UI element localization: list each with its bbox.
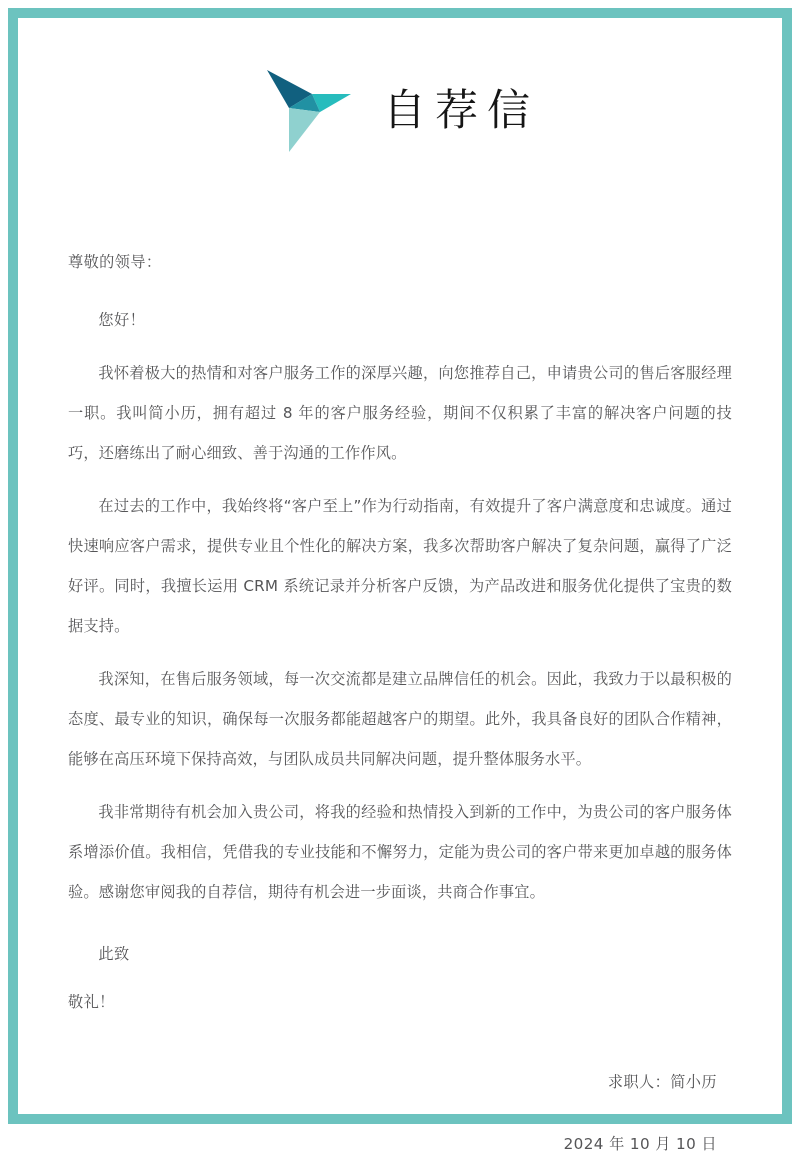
- salutation: 尊敬的领导：: [68, 253, 162, 271]
- letter-body: [18, 242, 782, 1164]
- signature-block: [68, 1062, 732, 1164]
- greeting: 您好！: [98, 311, 146, 329]
- paragraph-3: 我深知，在售后服务领域，每一次交流都是建立品牌信任的机会。因此，我致力于以最积极的态度、最专业的知识，确保每一次服务都能超越客户的期望。此外，我具备良好的团队合作精神，能够在高压环境下保持高效，与团队成员共同解决问题，提升整体服务水平。: [68, 670, 732, 768]
- paragraph-1: 我怀着极大的热情和对客户服务工作的深厚兴趣，向您推荐自己，申请贵公司的售后客服经理一职。我叫简小历，拥有超过 8 年的客户服务经验，期间不仅积累了丰富的解决客户问题的技巧，还磨练出了耐心细致、善于沟通的工作作风。: [68, 364, 732, 462]
- signature-name: 求职人：简小历: [607, 1073, 717, 1091]
- closing-line-1: 此致: [98, 945, 130, 963]
- closing-line-2: 敬礼！: [68, 993, 115, 1011]
- paragraph-4: 我非常期待有机会加入贵公司，将我的经验和热情投入到新的工作中，为贵公司的客户服务体系增添价值。我相信，凭借我的专业技能和不懈努力，定能为贵公司的客户带来更加卓越的服务体验。感谢您审阅我的自荐信，期待有机会进一步面谈，共商合作事宜。: [68, 803, 732, 901]
- page-title: 自荐信: [383, 85, 539, 136]
- letter-sheet: [18, 18, 782, 1153]
- paragraph-2: 在过去的工作中，我始终将“客户至上”作为行动指南，有效提升了客户满意度和忠诚度。通过快速响应客户需求，提供专业且个性化的解决方案，我多次帮助客户解决了复杂问题，赢得了广泛好评。同时，我擅长运用 CRM 系统记录并分析客户反馈，为产品改进和服务优化提供了宝贵的数据支持。: [68, 497, 732, 635]
- letter-header: [18, 18, 782, 164]
- triangle-play-logo-icon: [261, 68, 357, 154]
- signature-date: 2024 年 10 月 10 日: [563, 1135, 717, 1153]
